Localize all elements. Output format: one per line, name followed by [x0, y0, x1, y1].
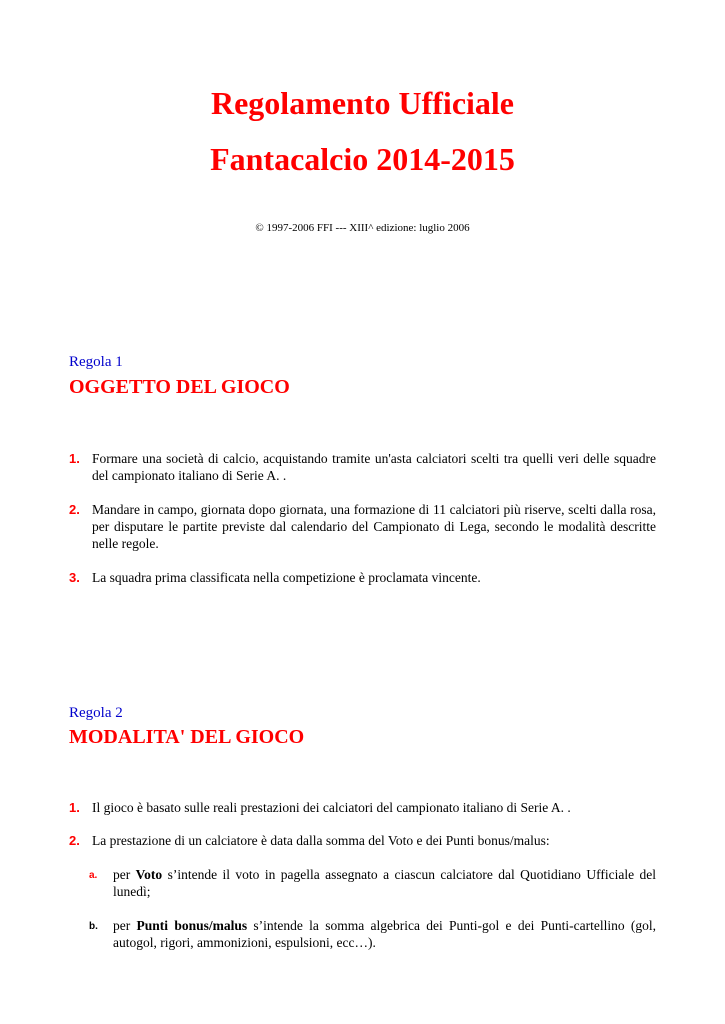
sublist-prefix: per — [113, 867, 136, 882]
sublist-item-text — [113, 866, 656, 900]
sublist-definition: s’intende il voto in pagella assegnato a ciascun calciatore dal Quotidiano Ufficiale del lunedì; — [113, 867, 656, 899]
list-item-text: La prestazione di un calciatore è data dalla somma del Voto e dei Punti bonus/malus: — [92, 833, 550, 848]
sublist-definition: s’intende la somma algebrica dei Punti-gol e dei Punti-cartellino (gol, autogol, rigori, ammonizioni, espulsioni, ecc…). — [113, 918, 656, 950]
rule-1-title: OGGETTO DEL GIOCO — [69, 376, 290, 398]
list-item-text: Formare una società di calcio, acquistando tramite un'asta calciatori scelti tra quelli veri delle squadre del campionato italiano di Serie A. . — [92, 451, 656, 483]
rule-2-title: MODALITA' DEL GIOCO — [69, 726, 305, 748]
sublist-term: Punti bonus/malus — [136, 918, 248, 933]
list-number: 1. — [69, 800, 80, 815]
rule-2-subitem-b — [89, 917, 656, 951]
sublist-prefix: per — [113, 918, 137, 933]
rule-1-item-2 — [69, 501, 656, 552]
rule-2-number: Regola 2 — [69, 705, 123, 721]
sublist-letter: b. — [89, 921, 98, 932]
list-item-text: Mandare in campo, giornata dopo giornata, una formazione di 11 calciatori più riserve, scelti dalla rosa, per disputare le partite previste dal calendario del Campionato di Lega, secondo le modalità descritte nelle regole. — [92, 502, 656, 551]
document-title-line1: Regolamento Ufficiale — [210, 85, 514, 121]
rule-1-item-1 — [69, 450, 656, 484]
sublist-letter: a. — [89, 870, 98, 881]
list-number: 1. — [69, 451, 80, 466]
list-item-text: La squadra prima classificata nella competizione è proclamata vincente. — [92, 570, 481, 585]
list-number: 2. — [69, 502, 80, 517]
list-number: 3. — [69, 570, 80, 585]
sublist-item-text — [113, 917, 656, 951]
rule-2-item-1 — [69, 799, 656, 816]
rule-2-item-2 — [69, 832, 656, 849]
rule-1-number: Regola 1 — [69, 354, 123, 370]
list-item-text: Il gioco è basato sulle reali prestazioni dei calciatori del campionato italiano di Serie A. . — [92, 800, 571, 815]
rule-1-item-3 — [69, 569, 656, 586]
sublist-term: Voto — [135, 867, 163, 882]
copyright-notice: © 1997-2006 FFI --- XIII^ edizione: luglio 2006 — [255, 222, 470, 234]
document-title-line2: Fantacalcio 2014-2015 — [210, 141, 515, 177]
rule-2-subitem-a — [89, 866, 656, 900]
list-number: 2. — [69, 833, 80, 848]
